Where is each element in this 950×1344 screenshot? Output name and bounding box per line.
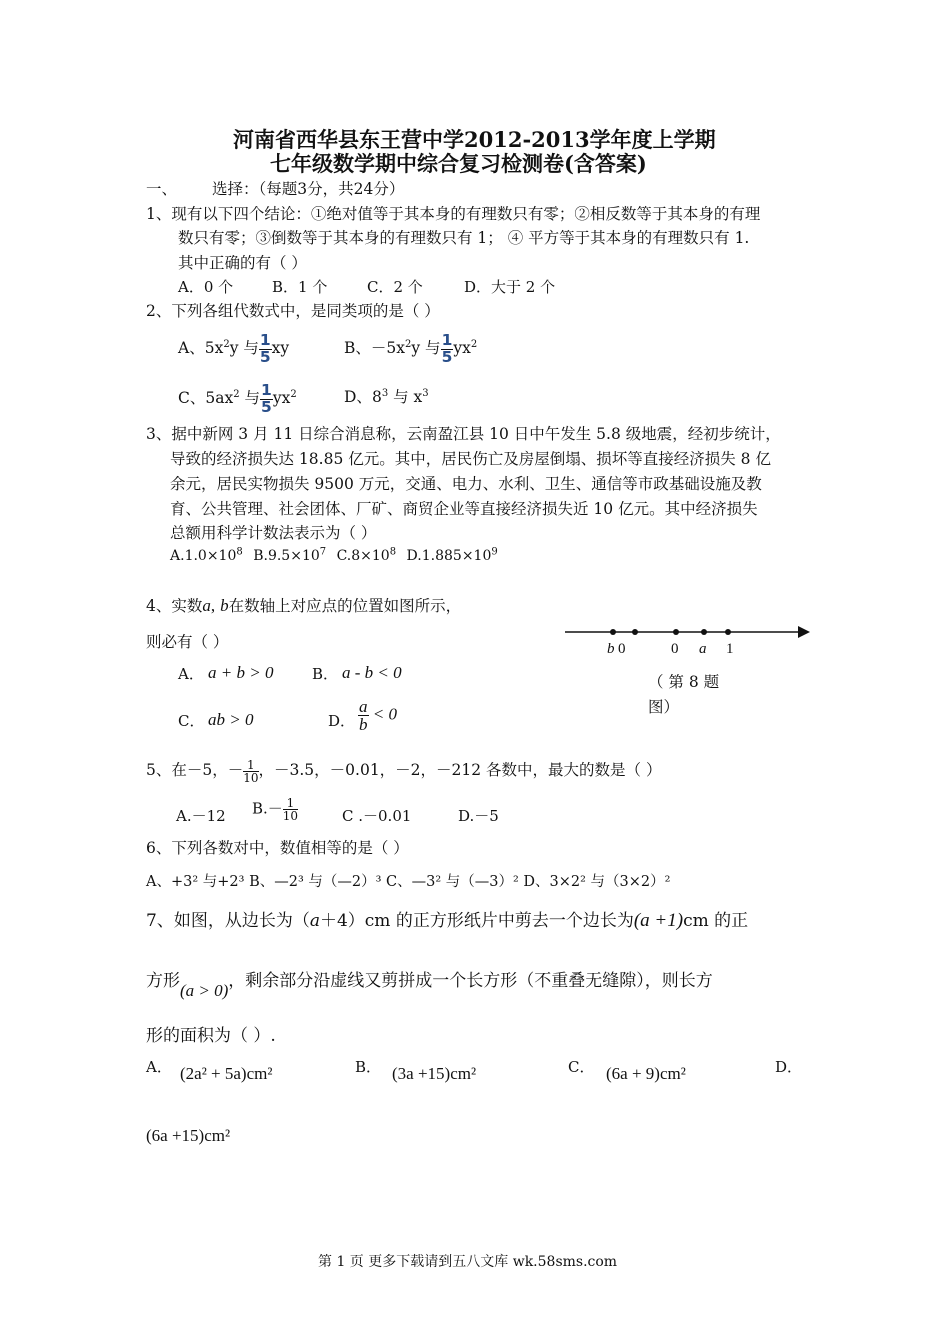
- q2-b-exp2: 2: [470, 338, 478, 350]
- q1-option-c: C．2 个: [367, 278, 423, 296]
- q4-option-c-expr: ab > 0: [208, 710, 254, 729]
- nl-label-1: 1: [726, 641, 734, 657]
- q5-frac-den: 10: [243, 770, 259, 785]
- q2-option-b: [344, 333, 477, 365]
- q5-opt-b-pre: B.－: [252, 799, 283, 818]
- q3-opt-a: [170, 548, 243, 564]
- number-line-arrow-icon: [798, 626, 810, 638]
- nl-label-a: a: [699, 641, 707, 657]
- q3-line-2: 导致的经济损失达 18.85 亿元。其中，居民伤亡及房屋倒塌、损坏等直接经济损失 8 亿: [170, 450, 771, 468]
- q5-stem-post: ，－3.5，－0.01，－2，－212 各数中，最大的数是（ ）: [258, 761, 662, 779]
- q2-b-label: B、: [344, 339, 371, 357]
- section-label: 选择：（每题3分，共24分）: [212, 180, 405, 198]
- q4-d-num: a: [359, 697, 368, 716]
- q7-option-d-expr: (6a +15)cm²: [146, 1126, 231, 1145]
- q2-c-frac-num: 1: [261, 381, 272, 399]
- q2-a-right: xy: [271, 339, 290, 357]
- q2-a-fraction: [259, 333, 272, 365]
- point-origin: [673, 629, 679, 635]
- q1-option-a: A．0 个: [178, 278, 234, 296]
- q4-option-a-expr: a + b > 0: [208, 663, 274, 682]
- q7-option-c-expr: (6a + 9)cm²: [606, 1064, 686, 1083]
- point-a: [701, 629, 707, 635]
- q2-a-mid: y 与: [229, 339, 259, 357]
- q1-option-b: B．1 个: [272, 278, 328, 296]
- q7-line1-post: cm 的正: [683, 911, 749, 931]
- nl-label-0: 0: [671, 641, 679, 657]
- nl-label-b: b: [607, 641, 615, 657]
- section-number: 一、: [146, 180, 178, 198]
- q2-a-left: 5x: [204, 339, 224, 357]
- q3-opt-a-label: A.: [170, 547, 185, 564]
- point-b: [610, 629, 616, 635]
- q7-option-b-expr: (3a +15)cm²: [392, 1064, 477, 1083]
- figure-caption-line-1: （ 第 8 题: [648, 673, 720, 691]
- title-line-1: 河南省西华县东王营中学2012-2013学年度上学期: [233, 127, 716, 152]
- q2-option-d: [344, 385, 429, 407]
- q6-stem: 6、下列各数对中，数值相等的是（ ）: [146, 839, 409, 857]
- q7-option-c-label: C．: [568, 1058, 595, 1076]
- q7-line1-mid: ＋4）cm 的正方形纸片中剪去一个边长为: [319, 911, 634, 931]
- q3-opt-d-exp: 9: [491, 546, 498, 557]
- q3-opt-b: [253, 548, 326, 564]
- q3-opt-d-label: D.: [406, 547, 422, 564]
- q2-c-left: 5ax: [205, 389, 234, 407]
- q3-opt-d-base: 1.885×10: [421, 547, 492, 564]
- q2-a-frac-den: 5: [259, 347, 271, 366]
- q7-line2-pre: 方形: [146, 971, 180, 991]
- q2-d-exp: 3: [381, 387, 389, 399]
- q5-option-b: [252, 797, 298, 822]
- q1-option-d: D．大于 2 个: [464, 278, 556, 296]
- point-one: [725, 629, 731, 635]
- q7-option-a-expr: (2a² + 5a)cm²: [180, 1064, 273, 1083]
- q5-frac-num: 1: [243, 759, 258, 772]
- q5-opt-b-den: 10: [282, 809, 299, 823]
- q7-line2-expr: (a > 0): [180, 981, 229, 1000]
- q2-b-fraction: [441, 333, 454, 365]
- q4-var-a: a: [202, 596, 211, 615]
- q2-d-exp2: 3: [422, 387, 429, 399]
- q3-options: [170, 546, 498, 564]
- q2-d-mid: 与 x: [388, 388, 423, 406]
- q5-option-a: A.－12: [176, 807, 226, 825]
- q4-option-b-label: B．: [312, 665, 339, 683]
- q4-d-den: b: [359, 715, 368, 734]
- q4-option-d-expr: [358, 698, 397, 733]
- q3-opt-b-exp: 7: [319, 546, 327, 557]
- q7-line1-a: a: [309, 911, 320, 931]
- q3-opt-c-exp: 8: [389, 546, 397, 557]
- q4-option-a-label: A．: [178, 665, 204, 683]
- q7-option-d-label: D．: [775, 1058, 803, 1076]
- q2-b-exp: 2: [405, 338, 412, 350]
- q4-option-d-label: D．: [328, 712, 356, 730]
- title-line-2: 七年级数学期中综合复习检测卷(含答案): [270, 151, 647, 176]
- q2-c-label: C、: [178, 389, 206, 407]
- number-line: [560, 620, 812, 640]
- q5-option-c: C .－0.01: [342, 807, 412, 825]
- q2-c-mid: 与: [239, 389, 261, 407]
- q4-stem-pre: 4、实数: [146, 597, 203, 615]
- q4-d-rel: < 0: [372, 704, 397, 724]
- q5-stem: [146, 758, 661, 784]
- q7-line-2: [146, 966, 713, 1000]
- q7-option-b-label: B．: [355, 1058, 382, 1076]
- q2-c-frac-den: 5: [261, 397, 272, 416]
- q7-line2-post: ，剩余部分沿虚线又剪拼成一个长方形（不重叠无缝隙），则长方: [228, 971, 713, 991]
- q4-comma: ,: [210, 596, 216, 615]
- q3-opt-c-base: 8×10: [351, 547, 390, 564]
- q2-stem: 2、下列各组代数式中，是同类项的是（ ）: [146, 302, 440, 320]
- q2-a-frac-num: 1: [259, 331, 271, 349]
- q3-line-3: 余元，居民实物损失 9500 万元，交通、电力、水利、卫生、通信等市政基础设施及教: [170, 475, 762, 493]
- q3-opt-a-base: 1.0×10: [184, 547, 237, 564]
- q7-line1-pre: 7、如图，从边长为（: [146, 911, 310, 931]
- q4-line-2: 则必有（ ）: [146, 633, 229, 651]
- q2-a-exp: 2: [223, 338, 230, 350]
- q7-line-1: [146, 906, 748, 932]
- q2-b-frac-num: 1: [441, 331, 453, 349]
- q6-options: A、+3² 与+2³ B、—2³ 与（—2）³ C、—3² 与（—3）² D、3×2² 与（3×2）²: [146, 874, 671, 890]
- q4-d-fraction: [358, 698, 369, 733]
- q3-opt-c-label: C.: [336, 547, 352, 564]
- q2-c-right: yx: [272, 389, 291, 407]
- q1-line-3: 其中正确的有（ ）: [178, 254, 307, 272]
- q3-line-5: 总额用科学计数法表示为（ ）: [170, 524, 377, 542]
- q2-b-mid: y 与: [411, 339, 441, 357]
- q7-option-a-label: A．: [146, 1058, 172, 1076]
- q3-line-4: 育、公共管理、社会团体、厂矿、商贸企业等直接经济损失近 10 亿元。其中经济损失: [170, 500, 758, 518]
- q5-option-d: D.－5: [458, 807, 499, 825]
- q1-line-2: 数只有零；③倒数等于其本身的有理数只有 1； ④ 平方等于其本身的有理数只有 1.: [178, 229, 750, 247]
- q3-opt-d: [407, 548, 498, 564]
- q4-stem-post: 在数轴上对应点的位置如图所示，: [228, 597, 462, 615]
- q7-line-3: 形的面积为（ ）.: [146, 1026, 276, 1046]
- q4-option-b-expr: a - b < 0: [342, 663, 402, 682]
- q2-b-frac-den: 5: [441, 347, 453, 366]
- nl-label-b0: 0: [618, 641, 626, 657]
- q4-stem: [146, 594, 461, 616]
- q5-opt-b-num: 1: [283, 797, 298, 810]
- point-b0: [632, 629, 638, 635]
- q2-option-c: [178, 383, 297, 415]
- q5-opt-b-fraction: [283, 797, 298, 822]
- q2-c-fraction: [260, 383, 273, 415]
- q2-d-left: 8: [371, 388, 382, 406]
- q3-opt-a-exp: 8: [236, 546, 243, 557]
- q3-opt-c: [337, 548, 397, 564]
- q5-fraction: [243, 759, 258, 784]
- q2-b-left: －5x: [370, 339, 405, 357]
- q4-option-c-label: C．: [178, 712, 205, 730]
- q2-c-exp: 2: [233, 388, 240, 400]
- q1-line-1: 1、现有以下四个结论：①绝对值等于其本身的有理数只有零；②相反数等于其本身的有理: [146, 205, 761, 223]
- q2-a-label: A、: [178, 339, 205, 357]
- q3-opt-b-base: 9.5×10: [267, 547, 320, 564]
- page-footer: 第 1 页 更多下载请到五八文库 wk.58sms.com: [318, 1254, 618, 1270]
- q2-b-right: yx: [453, 339, 471, 357]
- q7-line1-expr: (a +1): [633, 910, 684, 931]
- figure-caption-line-2: 图）: [648, 698, 680, 716]
- q5-stem-pre: 5、在－5，－: [146, 761, 244, 779]
- q2-c-exp2: 2: [290, 388, 297, 400]
- q3-line-1: 3、据中新网 3 月 11 日综合消息称，云南盈江县 10 日中午发生 5.8 级地震，经初步统计，: [146, 425, 781, 443]
- q3-opt-b-label: B.: [253, 547, 268, 564]
- q4-var-b: b: [220, 596, 229, 615]
- q2-d-label: D、: [344, 388, 372, 406]
- q2-option-a: [178, 333, 289, 365]
